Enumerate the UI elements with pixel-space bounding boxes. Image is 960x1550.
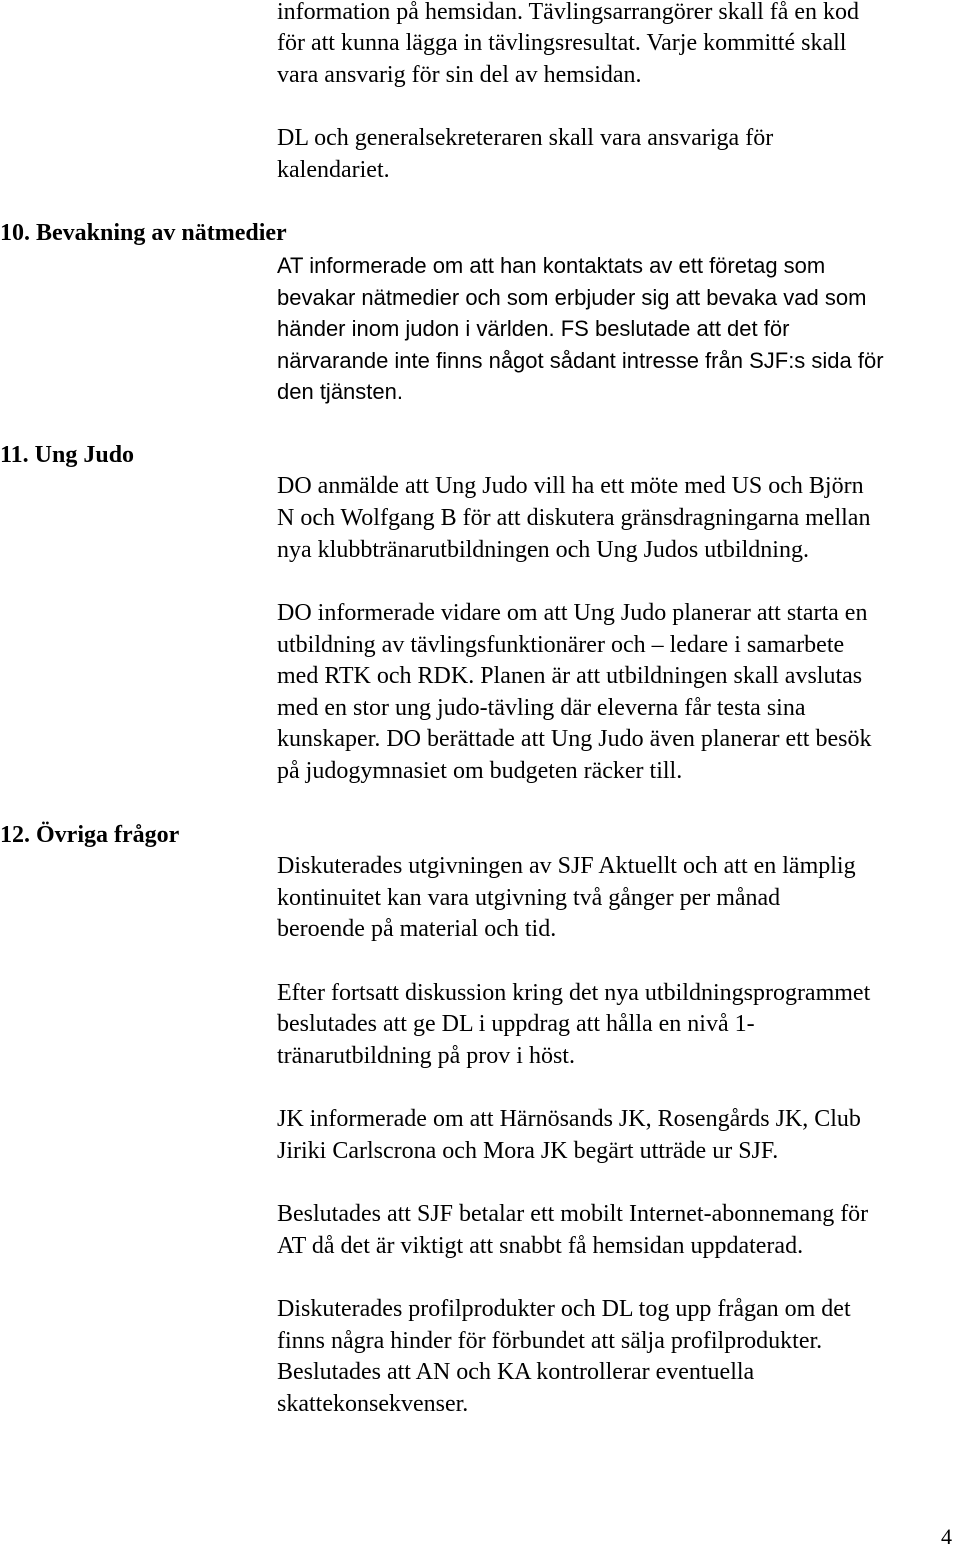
section-12-line: Beslutades att AN och KA kontrollerar eventuella	[277, 1359, 755, 1385]
section-12-line: finns några hinder för förbundet att sälja profilprodukter.	[277, 1328, 823, 1354]
section-12-line: beroende på material och tid.	[277, 916, 557, 942]
section-heading-11: 11. Ung Judo	[0, 442, 135, 468]
intro-line: för att kunna lägga in tävlingsresultat. Varje kommitté skall	[277, 30, 847, 56]
section-12-line: Beslutades att SJF betalar ett mobilt Internet-abonnemang för	[277, 1201, 869, 1227]
section-11-line: med en stor ung judo-tävling där eleverna får testa sina	[277, 695, 806, 721]
section-10-line: den tjänsten.	[277, 379, 403, 404]
section-heading-12: 12. Övriga frågor	[0, 822, 180, 848]
section-10-line: händer inom judon i världen. FS beslutade att det för	[277, 316, 790, 341]
page-number: 4	[941, 1524, 952, 1549]
section-12-line: JK informerade om att Härnösands JK, Rosengårds JK, Club	[277, 1106, 861, 1132]
section-10-line: AT informerade om att han kontaktats av ett företag som	[277, 253, 826, 278]
section-10-line: bevakar nätmedier och som erbjuder sig att bevaka vad som	[277, 285, 867, 310]
section-12-line: Diskuterades utgivningen av SJF Aktuellt och att en lämplig	[277, 853, 856, 879]
intro-line: DL och generalsekreteraren skall vara ansvariga för	[277, 125, 774, 151]
section-11-line: med RTK och RDK. Planen är att utbildningen skall avslutas	[277, 663, 863, 689]
section-11-line: nya klubbtränarutbildningen och Ung Judos utbildning.	[277, 537, 809, 563]
section-12-line: Efter fortsatt diskussion kring det nya utbildningsprogrammet	[277, 980, 871, 1006]
intro-line: vara ansvarig för sin del av hemsidan.	[277, 62, 642, 88]
section-11-line: DO anmälde att Ung Judo vill ha ett möte med US och Björn	[277, 473, 864, 499]
section-12-line: Diskuterades profilprodukter och DL tog upp frågan om det	[277, 1296, 851, 1322]
section-11-line: N och Wolfgang B för att diskutera gränsdragningarna mellan	[277, 505, 871, 531]
section-11-line: DO informerade vidare om att Ung Judo planerar att starta en	[277, 600, 868, 626]
section-12-line: beslutades att ge DL i uppdrag att hålla en nivå 1-	[277, 1011, 755, 1037]
section-11-line: kunskaper. DO berättade att Ung Judo även planerar ett besök	[277, 726, 872, 752]
section-heading-10: 10. Bevakning av nätmedier	[0, 220, 287, 246]
section-12-line: Jiriki Carlscrona och Mora JK begärt utträde ur SJF.	[277, 1138, 779, 1164]
intro-line: kalendariet.	[277, 157, 390, 183]
intro-line: information på hemsidan. Tävlingsarrangörer skall få en kod	[277, 0, 860, 25]
section-12-line: tränarutbildning på prov i höst.	[277, 1043, 575, 1069]
section-12-line: kontinuitet kan vara utgivning två gånger per månad	[277, 885, 781, 911]
section-11-line: på judogymnasiet om budgeten räcker till.	[277, 758, 683, 784]
section-12-line: AT då det är viktigt att snabbt få hemsidan uppdaterad.	[277, 1233, 804, 1259]
section-11-line: utbildning av tävlingsfunktionärer och – ledare i samarbete	[277, 632, 845, 658]
section-10-line: närvarande inte finns något sådant intresse från SJF:s sida för	[277, 348, 884, 373]
section-12-line: skattekonsekvenser.	[277, 1391, 469, 1417]
